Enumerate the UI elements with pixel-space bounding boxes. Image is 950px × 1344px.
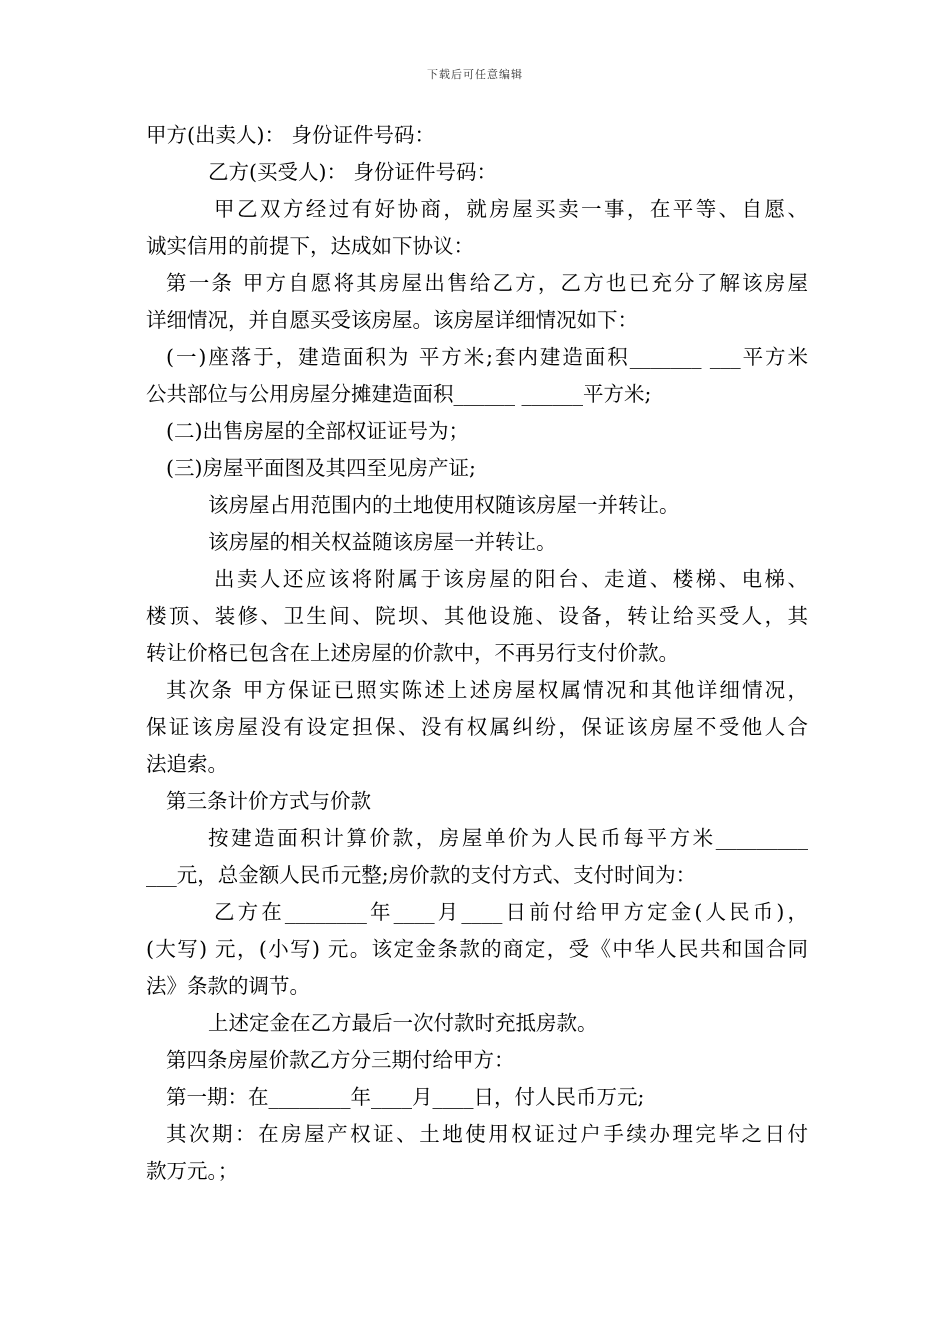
text-line: 按建造面积计算价款，房屋单价为人民币每平方米_________ [208,826,808,850]
text-line: 出卖人还应该将附属于该房屋的阳台、走道、楼梯、电梯、 [214,567,808,591]
text-line: 诚实信用的前提下，达成如下协议： [146,234,474,258]
text-line: 第四条房屋价款乙方分三期付给甲方： [166,1048,515,1072]
text-line: 上述定金在乙方最后一次付款时充抵房款。 [208,1011,598,1035]
text-line: 第三条计价方式与价款 [166,789,371,813]
text-line: 第一期：在________年____月____日，付人民币万元; [166,1085,645,1109]
text-line: 其次条 甲方保证已照实陈述上述房屋权属情况和其他详细情况， [166,678,808,702]
text-line: 其次期：在房屋产权证、土地使用权证过户手续办理完毕之日付 [166,1122,808,1146]
text-line: 公共部位与公用房屋分摊建造面积______ ______平方米; [146,382,652,406]
contract-body [146,117,808,1190]
header-note: 下载后可任意编辑 [427,68,523,81]
text-line: 甲乙双方经过有好协商，就房屋买卖一事，在平等、自愿、 [214,197,808,221]
text-line: 转让价格已包含在上述房屋的价款中，不再另行支付价款。 [146,641,679,665]
text-line: 该房屋占用范围内的土地使用权随该房屋一并转让。 [208,493,680,517]
text-line: 详细情况，并自愿买受该房屋。该房屋详细情况如下： [146,308,638,332]
text-line: 该房屋的相关权益随该房屋一并转让。 [208,530,557,554]
text-line: 乙方(买受人)： 身份证件号码： [208,160,498,184]
text-line: 乙方在________年____月____日前付给甲方定金(人民币)， [214,900,808,924]
text-line: 款万元。； [146,1159,239,1183]
text-line: 甲方(出卖人)： 身份证件号码： [146,123,436,147]
text-line: 楼顶、装修、卫生间、院坝、其他设施、设备，转让给买受人，其 [146,604,808,628]
text-line: ___元，总金额人民币元整;房价款的支付方式、支付时间为： [146,863,697,887]
text-line: 第一条 甲方自愿将其房屋出售给乙方，乙方也已充分了解该房屋 [166,271,808,295]
text-line: (一)座落于，建造面积为 平方米;套内建造面积_______ ___平方米 [166,345,808,369]
text-line: (二)出售房屋的全部权证证号为； [166,419,469,443]
text-line: (大写) 元，(小写) 元。该定金条款的商定，受《中华人民共和国合同 [146,937,808,961]
text-line: 保证该房屋没有设定担保、没有权属纠纷，保证该房屋不受他人合 [146,715,808,739]
text-line: 法追索。 [146,752,228,776]
text-line: 法》条款的调节。 [146,974,310,998]
text-line: (三)房屋平面图及其四至见房产证; [166,456,476,480]
